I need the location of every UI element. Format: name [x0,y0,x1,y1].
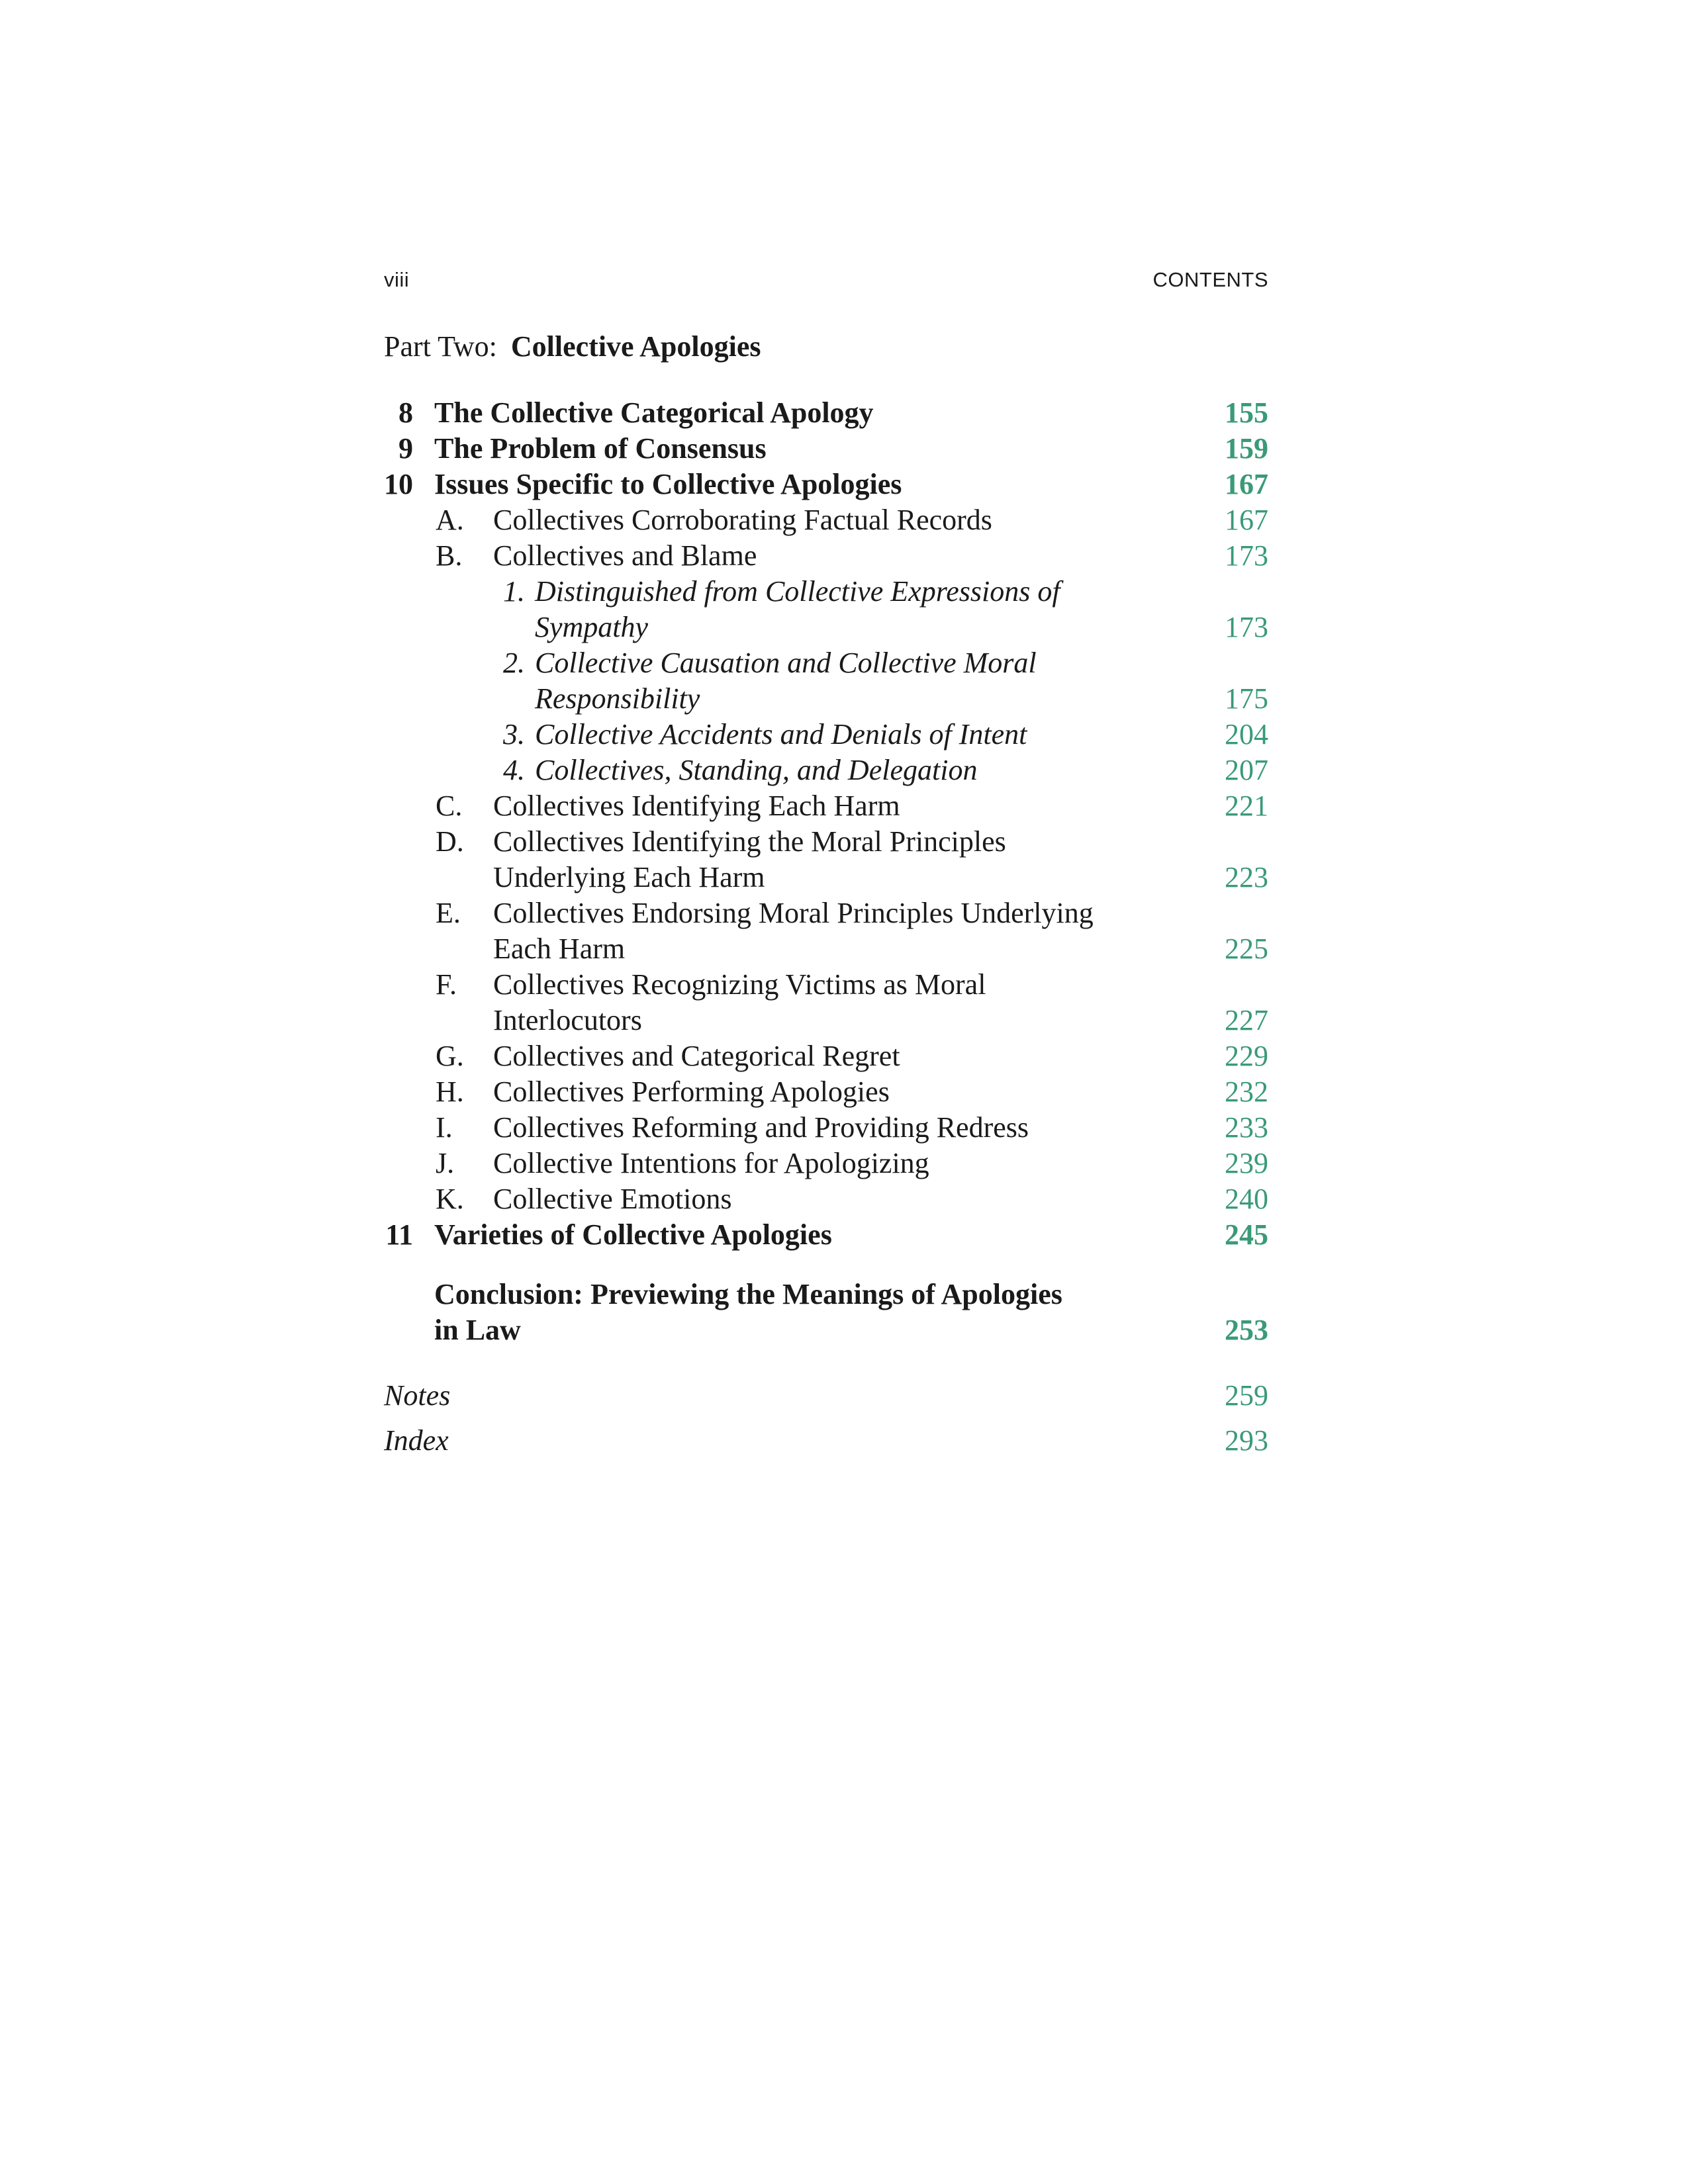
subsection-title-continued: Responsibility [535,682,700,715]
toc-section-f-cont[interactable] [384,1003,1268,1038]
toc-section-h[interactable] [384,1074,1268,1110]
toc-section-d[interactable] [384,824,1268,860]
chapter-title: Varieties of Collective Apologies [434,1218,832,1251]
page-number: 167 [1225,468,1268,500]
section-title-continued: Underlying Each Harm [493,861,765,893]
toc-subsection-b4[interactable] [384,752,1268,788]
part-heading [384,330,761,363]
toc-section-e[interactable] [384,895,1268,931]
section-title: Collective Emotions [493,1183,732,1215]
toc-conclusion[interactable] [384,1277,1268,1312]
page-number: 232 [1225,1075,1268,1108]
conclusion-title-continued: in Law [434,1314,521,1346]
section-title: Collectives and Categorical Regret [493,1040,900,1072]
page-number: 207 [1225,754,1268,786]
toc-subsection-b1[interactable] [384,574,1268,610]
toc-section-c[interactable] [384,788,1268,824]
page-number: 167 [1225,504,1268,536]
page-folio: viii [384,268,410,291]
page-number: 159 [1225,432,1268,465]
toc-index[interactable] [384,1418,1268,1463]
section-letter: I. [436,1111,453,1144]
chapter-number: 11 [385,1218,413,1251]
toc-section-g[interactable] [384,1038,1268,1074]
page-number: 221 [1225,790,1268,822]
section-letter: J. [436,1147,455,1179]
subsection-title-continued: Sympathy [535,611,649,643]
section-letter: H. [436,1075,464,1108]
page-number: 155 [1225,396,1268,429]
section-title: Collectives Performing Apologies [493,1075,890,1108]
page-number: 227 [1225,1004,1268,1036]
back-matter-title: Index [384,1424,449,1457]
section-letter: E. [436,897,461,929]
back-matter-title: Notes [384,1379,451,1412]
part-title: Collective Apologies [510,330,761,363]
toc-section-j[interactable] [384,1146,1268,1181]
section-title: Collectives and Blame [493,539,757,572]
running-title: CONTENTS [1152,268,1268,291]
table-of-contents [384,395,1268,1463]
toc-section-a[interactable] [384,502,1268,538]
toc-chapter-8[interactable] [384,395,1268,431]
section-letter: F. [436,968,457,1001]
subsection-title: Distinguished from Collective Expressions of [535,575,1060,608]
subsection-number: 4. [503,754,525,786]
toc-notes[interactable] [384,1373,1268,1418]
subsection-title: Collective Accidents and Denials of Intent [535,718,1027,751]
page-number: 245 [1225,1218,1268,1251]
toc-section-b[interactable] [384,538,1268,574]
page-number: 240 [1225,1183,1268,1215]
chapter-title: The Collective Categorical Apology [434,396,874,429]
page-number: 204 [1225,718,1268,751]
section-letter: B. [436,539,463,572]
toc-subsection-b1-cont[interactable] [384,610,1268,645]
section-title: Collectives Recognizing Victims as Moral [493,968,986,1001]
chapter-title: Issues Specific to Collective Apologies [434,468,902,500]
chapter-number: 9 [399,432,413,465]
section-letter: G. [436,1040,464,1072]
subsection-number: 2. [503,647,525,679]
toc-conclusion-cont[interactable] [384,1312,1268,1348]
toc-section-e-cont[interactable] [384,931,1268,967]
subsection-title: Collective Causation and Collective Moral [535,647,1037,679]
part-label: Part Two: [384,330,497,363]
toc-subsection-b2-cont[interactable] [384,681,1268,717]
section-letter: C. [436,790,463,822]
section-title: Collectives Identifying Each Harm [493,790,900,822]
section-title: Collective Intentions for Apologizing [493,1147,929,1179]
section-title: Collectives Reforming and Providing Redress [493,1111,1029,1144]
section-title: Collectives Endorsing Moral Principles Underlying [493,897,1094,929]
subsection-number: 1. [503,575,525,608]
section-title: Collectives Corroborating Factual Records [493,504,992,536]
section-letter: A. [436,504,464,536]
page-number: 225 [1225,933,1268,965]
spacer [384,1348,1268,1373]
chapter-number: 8 [399,396,413,429]
toc-subsection-b2[interactable] [384,645,1268,681]
page-number: 173 [1225,539,1268,572]
chapter-title: The Problem of Consensus [434,432,767,465]
page-number: 259 [1225,1379,1268,1412]
section-title-continued: Interlocutors [493,1004,642,1036]
section-title: Collectives Identifying the Moral Principles [493,825,1006,858]
toc-chapter-9[interactable] [384,431,1268,467]
chapter-number: 10 [384,468,413,500]
page-number: 223 [1225,861,1268,893]
toc-chapter-11[interactable] [384,1217,1268,1253]
section-letter: D. [436,825,464,858]
subsection-title: Collectives, Standing, and Delegation [535,754,978,786]
toc-subsection-b3[interactable] [384,717,1268,752]
section-title-continued: Each Harm [493,933,626,965]
spacer [384,1253,1268,1277]
page-number: 173 [1225,611,1268,643]
toc-section-f[interactable] [384,967,1268,1003]
toc-chapter-10[interactable] [384,467,1268,502]
toc-section-k[interactable] [384,1181,1268,1217]
toc-section-d-cont[interactable] [384,860,1268,895]
page-number: 239 [1225,1147,1268,1179]
page-number: 175 [1225,682,1268,715]
page-number: 253 [1225,1314,1268,1346]
page-number: 229 [1225,1040,1268,1072]
section-letter: K. [436,1183,464,1215]
toc-section-i[interactable] [384,1110,1268,1146]
conclusion-title: Conclusion: Previewing the Meanings of Apologies [434,1278,1062,1310]
subsection-number: 3. [503,718,525,751]
page-number: 293 [1225,1424,1268,1457]
page-number: 233 [1225,1111,1268,1144]
